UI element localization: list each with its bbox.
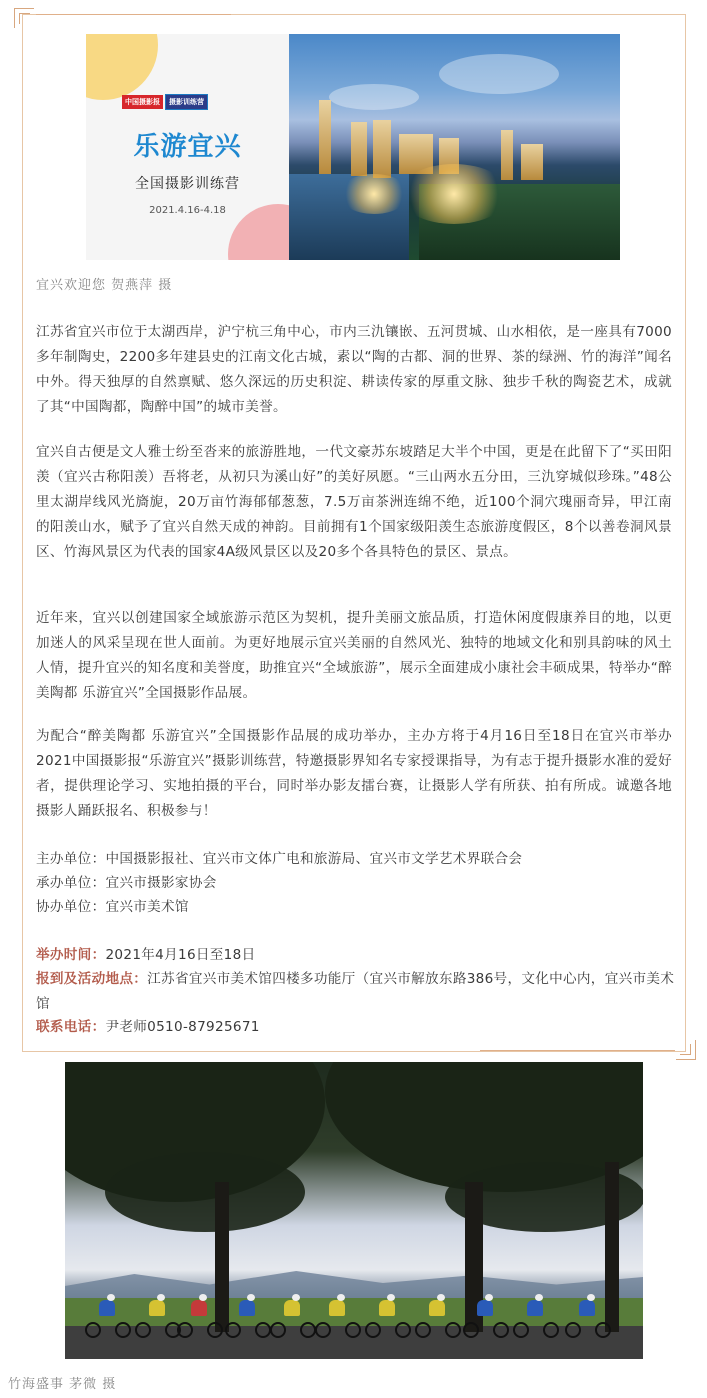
cyclist xyxy=(565,1298,611,1338)
contact-label: 联系电话： xyxy=(36,1019,106,1035)
paragraph: 江苏省宜兴市位于太湖西岸，沪宁杭三角中心，市内三氿镶嵌、五河贯城、山水相依，是一座具有7000多年制陶史，2200多年建县史的江南文化古城，素以“陶的古都、洞的世界、茶的绿洲、竹的海洋”闻名中外。得天独厚的自然禀赋、悠久深远的历史积淀、耕读传家的厚重文脉、独步千秋的陶瓷艺术，成就了其“中国陶都，陶醉中国”的城市美誉。 xyxy=(36,324,672,415)
frame-corner-bottom-right xyxy=(676,1040,696,1060)
city-night-photo xyxy=(289,34,620,260)
frame-bottom-accent-line xyxy=(480,1050,675,1051)
tree-canopy xyxy=(105,1152,305,1232)
event-time-label: 举办时间： xyxy=(36,947,106,963)
cycling-photo xyxy=(65,1062,643,1359)
distant-mountains xyxy=(65,1268,643,1298)
cycling-photo-caption: 竹海盛事 茅微 摄 xyxy=(8,1377,117,1392)
banner-caption: 宜兴欢迎您 贺燕萍 摄 xyxy=(36,278,173,293)
contact-phone xyxy=(36,1015,676,1040)
cyclist xyxy=(463,1298,509,1338)
cyclist xyxy=(225,1298,271,1338)
host-organizer: 主办单位：中国摄影报社、宜兴市文体广电和旅游局、宜兴市文学艺术界联合会 xyxy=(36,851,523,867)
frame-top-accent-line xyxy=(36,14,231,15)
light-glow xyxy=(399,164,509,224)
building xyxy=(521,144,543,180)
co-organizer: 协办单位：宜兴市美术馆 xyxy=(36,899,189,915)
cyclist xyxy=(365,1298,411,1338)
cyclist xyxy=(415,1298,461,1338)
cyclist xyxy=(177,1298,223,1338)
paragraph: 近年来，宜兴以创建国家全域旅游示范区为契机，提升美丽文旅品质，打造休闲度假康养目的地，以更加迷人的风采呈现在世人面前。为更好地展示宜兴美丽的自然风光、独特的地域文化和别具韵味的风土人情，提升宜兴的知名度和美誉度，助推宜兴“全域旅游”，展示全面建成小康社会丰硕成果，特举办“醉美陶都 乐游宜兴”全国摄影作品展。 xyxy=(36,610,672,701)
event-venue xyxy=(36,967,676,1017)
cyclist xyxy=(270,1298,316,1338)
cyclist xyxy=(315,1298,361,1338)
undertaker: 承办单位：宜兴市摄影家协会 xyxy=(36,875,217,891)
event-time-value: 2021年4月16日至18日 xyxy=(105,947,256,963)
banner-title: 乐游宜兴 xyxy=(133,132,242,162)
cloud xyxy=(329,84,419,110)
paragraph: 为配合“醉美陶都 乐游宜兴”全国摄影作品展的成功举办，主办方将于4月16日至18日在宜兴市举办2021中国摄影报“乐游宜兴”摄影训练营，特邀摄影界知名专家授课指导，为有志于提升摄影水准的爱好者，提供理论学习、实地拍摄的平台，同时举办影友擂台赛，让摄影人学有所获、拍有所成。诚邀各地摄影人踊跃报名、积极参与！ xyxy=(36,728,672,819)
contact-value: 尹老师0510-87925671 xyxy=(105,1019,260,1035)
frame-corner-top-left xyxy=(14,8,34,28)
logo-newspaper: 中国摄影报 xyxy=(122,95,163,109)
building xyxy=(501,130,513,180)
building xyxy=(319,100,331,174)
cyclist xyxy=(135,1298,181,1338)
decor-yellow-circle xyxy=(86,34,158,100)
banner-date: 2021.4.16-4.18 xyxy=(149,205,226,216)
logo-camp: 摄影训练营 xyxy=(165,94,208,110)
building xyxy=(351,122,367,176)
banner-subtitle: 全国摄影训练营 xyxy=(135,176,240,192)
cloud xyxy=(439,54,559,94)
banner-poster xyxy=(86,34,289,260)
building xyxy=(373,120,391,178)
cyclist xyxy=(513,1298,559,1338)
banner-logo xyxy=(122,94,208,110)
cyclist xyxy=(85,1298,131,1338)
event-venue-value: 江苏省宜兴市美术馆四楼多功能厅（宜兴市解放东路386号，文化中心内，宜兴市美术馆 xyxy=(36,971,675,1012)
event-time xyxy=(36,943,676,968)
paragraph: 宜兴自古便是文人雅士纷至沓来的旅游胜地，一代文豪苏东坡踏足大半个中国，更是在此留下了“买田阳羡（宜兴古称阳羡）吾将老，从初只为溪山好”的美好夙愿。“三山两水五分田，三氿穿城似珍珠。”48公里太湖岸线风光旖旎，20万亩竹海郁郁葱葱，7.5万亩茶洲连绵不绝，近100个洞穴瑰丽奇异，甲江南的阳羡山水，赋予了宜兴自然天成的神韵。目前拥有1个国家级阳羡生态旅游度假区，8个以善卷洞风景区、竹海风景区为代表的国家4A级风景区以及20多个各具特色的景区、景点。 xyxy=(36,444,672,560)
light-glow xyxy=(339,174,409,214)
event-venue-label: 报到及活动地点： xyxy=(36,971,148,987)
banner-image xyxy=(86,34,620,260)
